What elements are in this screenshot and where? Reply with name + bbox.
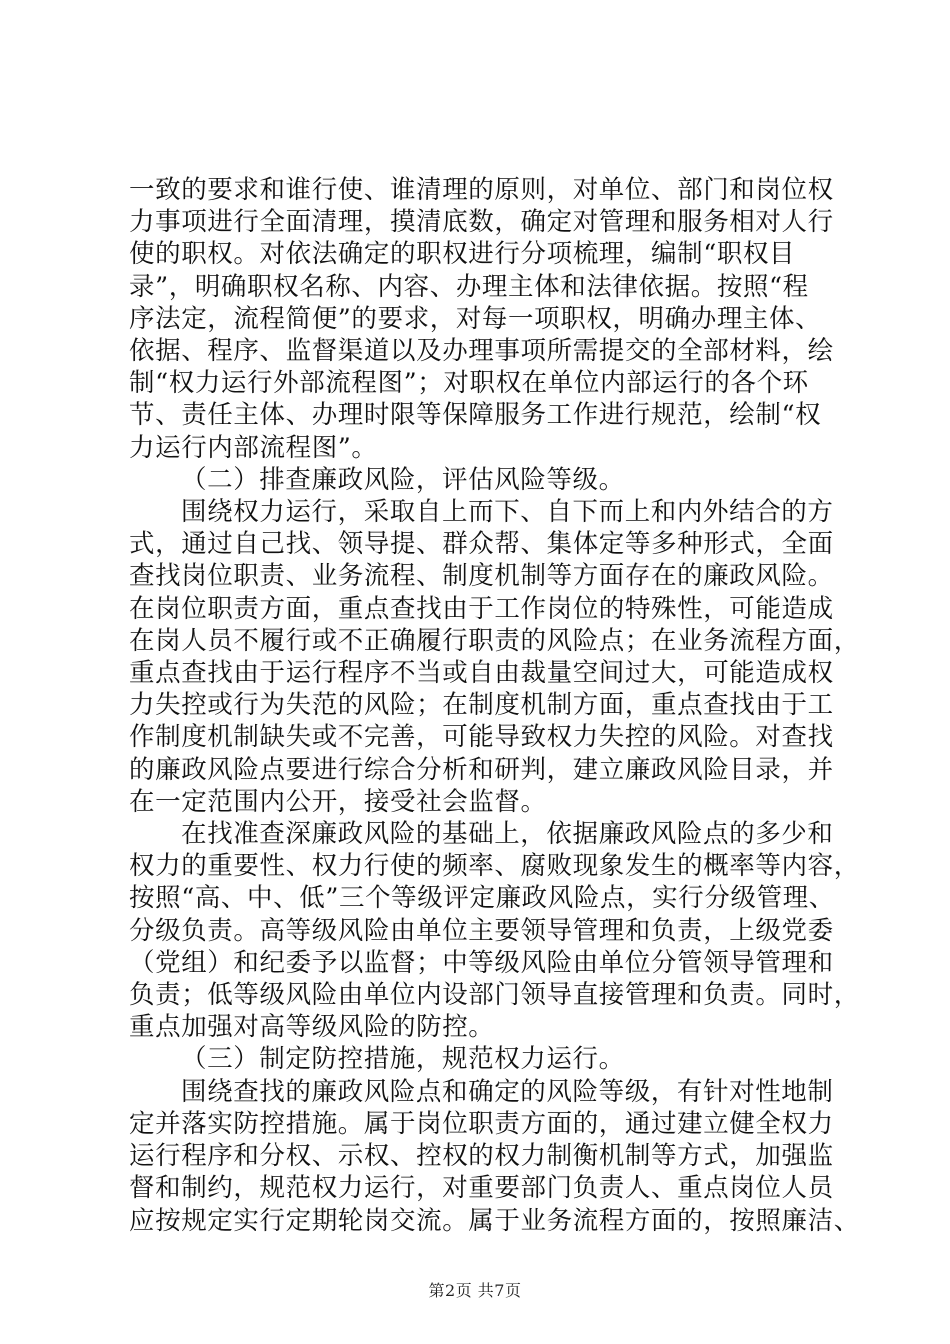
paragraph-risk-search (129, 496, 860, 818)
text-line: 作制度机制缺失或不完善，可能导致权力失控的风险。对查找 (129, 722, 834, 753)
text-line: 使的职权。对依法确定的职权进行分项梳理，编制“职权目 (129, 239, 796, 270)
text-line: 围绕查找的廉政风险点和确定的风险等级，有针对性地制 (181, 1076, 834, 1107)
text-line: 录”，明确职权名称、内容、办理主体和法律依据。按照“程 (129, 271, 809, 302)
text-line: 式，通过自己找、领导提、群众帮、集体定等多种形式，全面 (129, 529, 834, 560)
text-line: 在找准查深廉政风险的基础上，依据廉政风险点的多少和 (181, 819, 834, 850)
paragraph-power-inventory (129, 174, 832, 464)
paragraph-risk-grading (129, 818, 860, 1043)
text-line: 分级负责。高等级风险由单位主要领导管理和负责，上级党委 (129, 915, 834, 946)
text-line: 在岗位职责方面，重点查找由于工作岗位的特殊性，可能造成 (129, 593, 834, 624)
section-heading-3 (129, 1043, 832, 1075)
text-line: 序法定，流程简便”的要求，对每一项职权，明确办理主体、 (129, 303, 822, 334)
text-line: 力运行内部流程图”。 (129, 432, 378, 463)
text-line: 在一定范围内公开，接受社会监督。 (129, 786, 547, 817)
text-line: 在岗人员不履行或不正确履行职责的风险点；在业务流程方面， (129, 625, 860, 656)
text-line: 重点加强对高等级风险的防控。 (129, 1012, 495, 1043)
paragraph-control-measures (129, 1076, 860, 1237)
text-line: 查找岗位职责、业务流程、制度机制等方面存在的廉政风险。 (129, 561, 834, 592)
text-line: 力事项进行全面清理，摸清底数，确定对管理和服务相对人行 (129, 207, 834, 238)
text-line: 制“权力运行外部流程图”；对职权在单位内部运行的各个环 (129, 368, 809, 399)
text-line: 应按规定实行定期轮岗交流。属于业务流程方面的，按照廉洁、 (129, 1205, 860, 1236)
page-number-footer: 第2页 共7页 (428, 1281, 522, 1300)
text-line: 权力的重要性、权力行使的频率、腐败现象发生的概率等内容， (129, 851, 860, 882)
text-line: 督和制约，规范权力运行，对重要部门负责人、重点岗位人员 (129, 1173, 834, 1204)
text-line: 围绕权力运行，采取自上而下、自下而上和内外结合的方 (181, 497, 834, 528)
text-line: 力失控或行为失范的风险；在制度机制方面，重点查找由于工 (129, 690, 834, 721)
document-body (129, 174, 860, 1237)
text-line: 依据、程序、监督渠道以及办理事项所需提交的全部材料，绘 (129, 336, 834, 367)
text-line: 节、责任主体、办理时限等保障服务工作进行规范，绘制“权 (129, 400, 822, 431)
text-line: 运行程序和分权、示权、控权的权力制衡机制等方式，加强监 (129, 1141, 834, 1172)
text-line: 重点查找由于运行程序不当或自由裁量空间过大，可能造成权 (129, 658, 834, 689)
heading-line: （三）制定防控措施，规范权力运行。 (181, 1044, 625, 1075)
heading-line: （二）排查廉政风险，评估风险等级。 (181, 464, 625, 495)
text-line: 的廉政风险点要进行综合分析和研判，建立廉政风险目录，并 (129, 754, 834, 785)
text-line: 一致的要求和谁行使、谁清理的原则，对单位、部门和岗位权 (129, 175, 834, 205)
text-line: 按照“高、中、低”三个等级评定廉政风险点，实行分级管理、 (129, 883, 835, 914)
text-line: （党组）和纪委予以监督；中等级风险由单位分管领导管理和 (129, 947, 834, 978)
text-line: 负责；低等级风险由单位内设部门领导直接管理和负责。同时， (129, 980, 860, 1011)
text-line: 定并落实防控措施。属于岗位职责方面的，通过建立健全权力 (129, 1108, 834, 1139)
section-heading-2 (129, 464, 832, 496)
